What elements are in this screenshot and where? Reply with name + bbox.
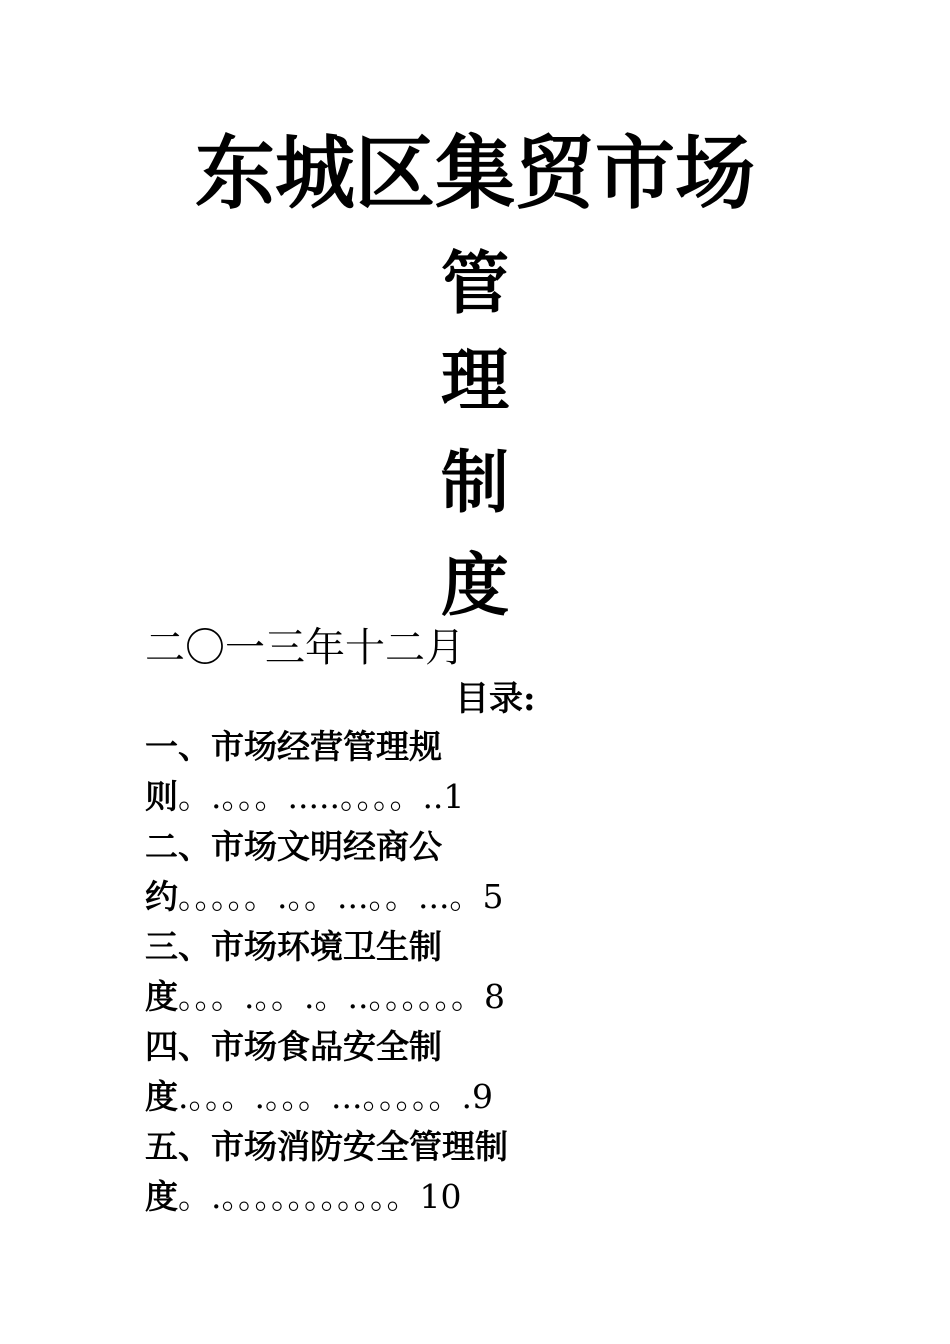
vertical-title-char: 理	[440, 341, 509, 421]
toc-entry-cont-char: 约	[145, 877, 178, 916]
toc-entry-heading: 二、市场文明经商公	[145, 827, 442, 866]
toc-page-number: 8	[483, 977, 505, 1016]
table-of-contents	[145, 722, 845, 1222]
vertical-title-char: 管	[440, 244, 509, 324]
document-date: 二〇一三年十二月	[145, 625, 465, 671]
toc-entry-heading: 三、市场环境卫生制	[145, 927, 442, 966]
toc-entry-heading: 四、市场食品安全制	[145, 1027, 442, 1066]
toc-entry-cont-char: 度	[145, 977, 178, 1016]
toc-dot-leader: 。。。。。.。。...。。...。	[178, 877, 483, 916]
document-title: 东城区集贸市场	[195, 126, 755, 220]
toc-page-number: 9	[471, 1077, 493, 1116]
toc-page-number: 1	[443, 777, 465, 816]
toc-entry-leader	[145, 872, 845, 922]
toc-entry-leader	[145, 772, 845, 822]
toc-heading: 目录:	[455, 679, 536, 719]
toc-dot-leader: 。.。。。。。。。。。。。	[178, 1177, 420, 1216]
vertical-title-char: 制	[440, 443, 509, 523]
toc-entry-leader	[145, 1172, 845, 1222]
toc-entry-leader	[145, 1072, 845, 1122]
toc-entry-heading: 一、市场经营管理规	[145, 727, 442, 766]
vertical-title-char: 度	[440, 546, 509, 626]
toc-entry-heading: 五、市场消防安全管理制	[145, 1127, 508, 1166]
toc-entry-cont-char: 度	[145, 1077, 178, 1116]
toc-entry-leader	[145, 972, 845, 1022]
toc-dot-leader: .。。。.。。。...。。。。。.	[178, 1077, 472, 1116]
toc-page-number: 5	[482, 877, 504, 916]
toc-page-number: 10	[419, 1177, 462, 1216]
toc-dot-leader: 。。。.。。.。..。。。。。。	[178, 977, 484, 1016]
toc-dot-leader: 。.。。。.....。。。。..	[178, 777, 444, 816]
toc-entry-cont-char: 则	[145, 777, 178, 816]
toc-entry-cont-char: 度	[145, 1177, 178, 1216]
